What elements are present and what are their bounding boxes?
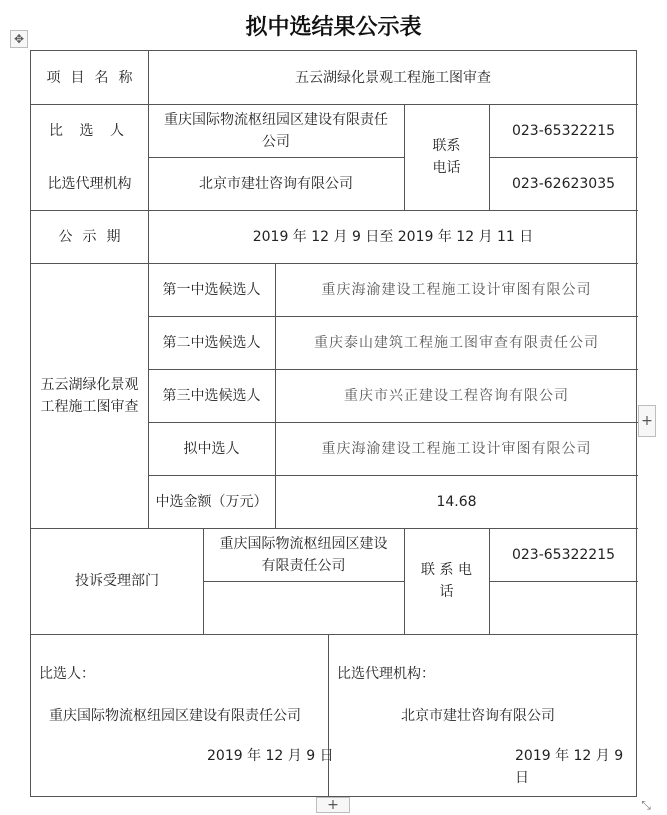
agency-phone: 023-62623035 <box>511 175 616 192</box>
buyer-label: 比 选 人 <box>49 122 130 139</box>
candidate-1-value: 重庆海渝建设工程施工设计审图有限公司 <box>321 281 592 298</box>
award-amount-label: 中选金额（万元） <box>155 493 268 510</box>
contact-phone-label: 联系电话 <box>432 138 461 176</box>
project-name-value: 五云湖绿化景观工程施工图审查 <box>295 69 491 86</box>
complaint-phone-empty <box>489 581 638 634</box>
complaint-contact-label: 联 系 电 话 <box>421 562 472 600</box>
candidate-3-label: 第三中选候选人 <box>162 387 261 404</box>
sign-buyer-date: 2019 年 12 月 9 日 <box>207 748 334 764</box>
publicity-period-label: 公示期 <box>58 228 131 245</box>
agency-label: 比选代理机构 <box>47 175 132 192</box>
candidate-2-label: 第二中选候选人 <box>162 334 261 351</box>
sign-buyer-label: 比选人： <box>39 666 95 682</box>
proposed-winner-value: 重庆海渝建设工程施工设计审图有限公司 <box>321 440 592 457</box>
complaint-dept-value: 重庆国际物流枢纽园区建设有限责任公司 <box>219 535 388 574</box>
publicity-period-value: 2019 年 12 月 9 日至 2019 年 12 月 11 日 <box>252 228 534 245</box>
buyer-value: 重庆国际物流枢纽园区建设有限责任公司 <box>164 111 388 150</box>
page-title: 拟中选结果公示表 <box>245 14 422 40</box>
sign-agency-name: 北京市建壮咨询有限公司 <box>401 708 555 724</box>
buyer-phone: 023-65322215 <box>511 122 616 139</box>
candidate-3-value: 重庆市兴正建设工程咨询有限公司 <box>344 387 569 404</box>
sign-agency-date: 2019 年 12 月 9 日 <box>515 748 624 786</box>
candidate-2-value: 重庆泰山建筑工程施工图审查有限责任公司 <box>314 334 599 351</box>
sign-agency-label: 比选代理机构： <box>337 666 435 682</box>
candidate-1-label: 第一中选候选人 <box>162 281 261 298</box>
complaint-dept-empty <box>203 581 404 634</box>
announcement-table <box>30 50 637 797</box>
proposed-winner-label: 拟中选人 <box>183 440 240 457</box>
move-handle-icon[interactable]: ✥ <box>10 30 28 48</box>
award-amount-value: 14.68 <box>436 493 477 510</box>
complaint-phone: 023-65322215 <box>511 546 616 563</box>
project-name-label: 项目名称 <box>46 69 143 86</box>
resize-handle-icon[interactable]: ⤡ <box>641 798 651 812</box>
add-row-plus-icon[interactable]: + <box>316 797 350 813</box>
complaint-dept-label: 投诉受理部门 <box>75 573 159 589</box>
agency-value: 北京市建壮咨询有限公司 <box>199 175 353 192</box>
project-block-label: 五云湖绿化景观工程施工图审查 <box>40 376 139 415</box>
sign-buyer-name: 重庆国际物流枢纽园区建设有限责任公司 <box>49 708 301 724</box>
add-column-plus-icon[interactable]: + <box>638 405 656 437</box>
